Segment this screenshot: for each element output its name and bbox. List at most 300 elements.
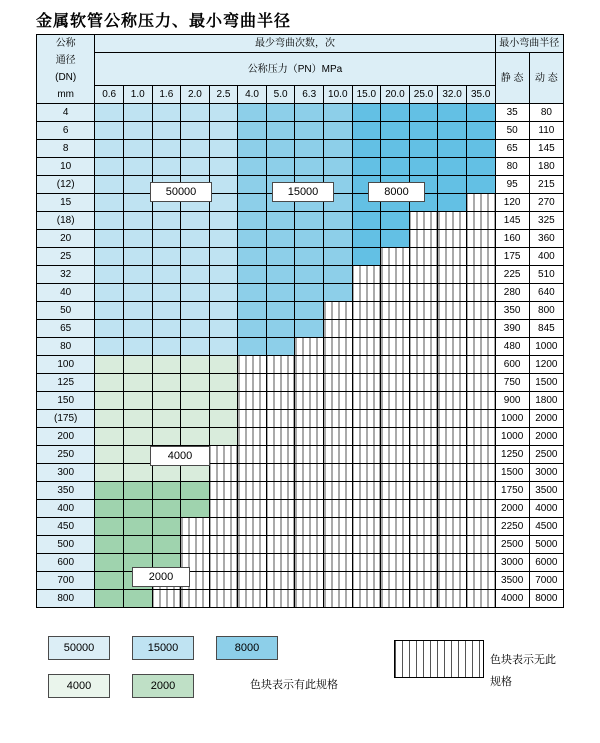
cell-dn25-pn1.0: [123, 248, 152, 266]
cell-dn800-pn25.0: [409, 590, 438, 608]
cell-dn800-pn2.0: [181, 590, 210, 608]
cell-dn4-pn1.6: [152, 104, 181, 122]
cell-dn(18)-pn2.0: [181, 212, 210, 230]
cell-dn200-pn6.3: [295, 428, 324, 446]
cell-dn50-pn5.0: [266, 302, 295, 320]
cell-dn65-pn2.5: [209, 320, 238, 338]
cell-dn450-pn1.6: [152, 518, 181, 536]
cell-dn150-pn1.0: [123, 392, 152, 410]
cell-dn450-pn4.0: [238, 518, 267, 536]
cell-dn300-pn2.0: [181, 464, 210, 482]
cell-dn4-pn35.0: [466, 104, 495, 122]
cell-dn100-pn0.6: [95, 356, 124, 374]
cell-dn(12)-pn2.5: [209, 176, 238, 194]
row-dynamic-radius: 8000: [529, 590, 563, 608]
row-dynamic-radius: 4000: [529, 500, 563, 518]
cell-dn6-pn25.0: [409, 122, 438, 140]
row-dynamic-radius: 2000: [529, 410, 563, 428]
cell-dn10-pn32.0: [438, 158, 467, 176]
cell-dn400-pn32.0: [438, 500, 467, 518]
cell-dn700-pn20.0: [381, 572, 410, 590]
cell-dn150-pn1.6: [152, 392, 181, 410]
table-row: [37, 158, 564, 176]
cell-dn80-pn2.5: [209, 338, 238, 356]
row-dynamic-radius: 5000: [529, 536, 563, 554]
cell-dn25-pn2.5: [209, 248, 238, 266]
cell-dn25-pn0.6: [95, 248, 124, 266]
cell-dn20-pn35.0: [466, 230, 495, 248]
cell-dn200-pn4.0: [238, 428, 267, 446]
cell-dn600-pn4.0: [238, 554, 267, 572]
cell-dn65-pn10.0: [324, 320, 353, 338]
cell-dn250-pn1.0: [123, 446, 152, 464]
table-row: [37, 572, 564, 590]
cell-dn250-pn15.0: [352, 446, 381, 464]
cell-dn600-pn10.0: [324, 554, 353, 572]
cell-dn450-pn1.0: [123, 518, 152, 536]
table-row: [37, 248, 564, 266]
legend-hatch-note: 色块表示无此规格: [490, 654, 556, 688]
row-dn-label: 250: [37, 446, 95, 464]
cell-dn(18)-pn2.5: [209, 212, 238, 230]
cell-dn80-pn1.0: [123, 338, 152, 356]
cell-dn65-pn4.0: [238, 320, 267, 338]
table-row: [37, 104, 564, 122]
cell-dn400-pn2.0: [181, 500, 210, 518]
cell-dn40-pn32.0: [438, 284, 467, 302]
cell-dn40-pn35.0: [466, 284, 495, 302]
cell-dn6-pn10.0: [324, 122, 353, 140]
cell-dn125-pn1.6: [152, 374, 181, 392]
cell-dn(175)-pn1.6: [152, 410, 181, 428]
legend-swatch-50000: 50000: [48, 636, 110, 660]
cell-dn6-pn6.3: [295, 122, 324, 140]
cell-dn600-pn35.0: [466, 554, 495, 572]
cell-dn250-pn2.5: [209, 446, 238, 464]
row-static-radius: 1500: [495, 464, 529, 482]
cell-dn600-pn5.0: [266, 554, 295, 572]
cell-dn200-pn20.0: [381, 428, 410, 446]
cell-dn80-pn10.0: [324, 338, 353, 356]
cell-dn20-pn6.3: [295, 230, 324, 248]
cell-dn800-pn15.0: [352, 590, 381, 608]
cell-dn65-pn2.0: [181, 320, 210, 338]
cell-dn8-pn2.5: [209, 140, 238, 158]
cell-dn450-pn20.0: [381, 518, 410, 536]
cell-dn50-pn15.0: [352, 302, 381, 320]
cell-dn40-pn25.0: [409, 284, 438, 302]
cell-dn32-pn35.0: [466, 266, 495, 284]
table-row: [37, 428, 564, 446]
row-dn-label: 40: [37, 284, 95, 302]
cell-dn4-pn20.0: [381, 104, 410, 122]
cell-dn25-pn32.0: [438, 248, 467, 266]
row-dn-label: 450: [37, 518, 95, 536]
cell-dn450-pn0.6: [95, 518, 124, 536]
header-static: 静 态: [495, 53, 529, 104]
cell-dn500-pn5.0: [266, 536, 295, 554]
header-pn-2.0: 2.0: [181, 86, 210, 104]
cell-dn250-pn0.6: [95, 446, 124, 464]
row-dynamic-radius: 3500: [529, 482, 563, 500]
cell-dn8-pn35.0: [466, 140, 495, 158]
cell-dn8-pn1.0: [123, 140, 152, 158]
cell-dn400-pn1.6: [152, 500, 181, 518]
table-row: [37, 500, 564, 518]
cell-dn10-pn20.0: [381, 158, 410, 176]
cell-dn32-pn32.0: [438, 266, 467, 284]
header-pn-2.5: 2.5: [209, 86, 238, 104]
cell-dn400-pn2.5: [209, 500, 238, 518]
cell-dn800-pn6.3: [295, 590, 324, 608]
cell-dn300-pn6.3: [295, 464, 324, 482]
table-row: [37, 284, 564, 302]
cell-dn80-pn0.6: [95, 338, 124, 356]
cell-dn8-pn0.6: [95, 140, 124, 158]
cell-dn125-pn2.0: [181, 374, 210, 392]
overlay-value-15000: 15000: [272, 182, 334, 202]
cell-dn200-pn25.0: [409, 428, 438, 446]
row-dynamic-radius: 640: [529, 284, 563, 302]
cell-dn450-pn32.0: [438, 518, 467, 536]
legend-swatch-2000: 2000: [132, 674, 194, 698]
cell-dn350-pn0.6: [95, 482, 124, 500]
row-dynamic-radius: 110: [529, 122, 563, 140]
cell-dn6-pn4.0: [238, 122, 267, 140]
cell-dn350-pn32.0: [438, 482, 467, 500]
cell-dn150-pn5.0: [266, 392, 295, 410]
cell-dn20-pn32.0: [438, 230, 467, 248]
cell-dn500-pn10.0: [324, 536, 353, 554]
row-static-radius: 1250: [495, 446, 529, 464]
cell-dn500-pn2.5: [209, 536, 238, 554]
header-pn-6.3: 6.3: [295, 86, 324, 104]
header-pn-0.6: 0.6: [95, 86, 124, 104]
cell-dn250-pn4.0: [238, 446, 267, 464]
row-dn-label: 32: [37, 266, 95, 284]
row-static-radius: 900: [495, 392, 529, 410]
spec-table: [36, 34, 564, 608]
cell-dn125-pn20.0: [381, 374, 410, 392]
cell-dn(18)-pn32.0: [438, 212, 467, 230]
cell-dn50-pn25.0: [409, 302, 438, 320]
cell-dn80-pn1.6: [152, 338, 181, 356]
cell-dn10-pn35.0: [466, 158, 495, 176]
header-dn-line4: mm: [57, 89, 75, 100]
cell-dn800-pn4.0: [238, 590, 267, 608]
cell-dn8-pn1.6: [152, 140, 181, 158]
cell-dn600-pn20.0: [381, 554, 410, 572]
cell-dn500-pn1.0: [123, 536, 152, 554]
cell-dn4-pn2.5: [209, 104, 238, 122]
row-static-radius: 35: [495, 104, 529, 122]
cell-dn700-pn10.0: [324, 572, 353, 590]
cell-dn500-pn0.6: [95, 536, 124, 554]
row-dn-label: 150: [37, 392, 95, 410]
cell-dn200-pn32.0: [438, 428, 467, 446]
header-pn-15.0: 15.0: [352, 86, 381, 104]
cell-dn20-pn25.0: [409, 230, 438, 248]
cell-dn125-pn6.3: [295, 374, 324, 392]
cell-dn400-pn25.0: [409, 500, 438, 518]
cell-dn300-pn0.6: [95, 464, 124, 482]
row-dynamic-radius: 270: [529, 194, 563, 212]
cell-dn300-pn32.0: [438, 464, 467, 482]
cell-dn700-pn5.0: [266, 572, 295, 590]
cell-dn400-pn20.0: [381, 500, 410, 518]
cell-dn700-pn6.3: [295, 572, 324, 590]
cell-dn700-pn15.0: [352, 572, 381, 590]
cell-dn65-pn1.0: [123, 320, 152, 338]
cell-dn40-pn2.0: [181, 284, 210, 302]
header-dynamic: 动 态: [529, 53, 563, 104]
cell-dn150-pn10.0: [324, 392, 353, 410]
cell-dn300-pn15.0: [352, 464, 381, 482]
cell-dn32-pn10.0: [324, 266, 353, 284]
cell-dn(175)-pn2.5: [209, 410, 238, 428]
row-dn-label: 300: [37, 464, 95, 482]
row-static-radius: 95: [495, 176, 529, 194]
cell-dn50-pn2.5: [209, 302, 238, 320]
cell-dn300-pn5.0: [266, 464, 295, 482]
table-row: [37, 140, 564, 158]
header-dn: [37, 35, 95, 104]
row-dn-label: (175): [37, 410, 95, 428]
cell-dn40-pn10.0: [324, 284, 353, 302]
overlay-value-4000: 4000: [150, 446, 210, 466]
cell-dn50-pn1.0: [123, 302, 152, 320]
cell-dn350-pn15.0: [352, 482, 381, 500]
header-dn-line1: 公称: [55, 38, 76, 49]
cell-dn6-pn20.0: [381, 122, 410, 140]
row-dn-label: 20: [37, 230, 95, 248]
row-static-radius: 600: [495, 356, 529, 374]
row-dynamic-radius: 215: [529, 176, 563, 194]
cell-dn300-pn10.0: [324, 464, 353, 482]
cell-dn350-pn10.0: [324, 482, 353, 500]
cell-dn450-pn2.5: [209, 518, 238, 536]
cell-dn400-pn10.0: [324, 500, 353, 518]
cell-dn40-pn5.0: [266, 284, 295, 302]
header-min-radius: 最小弯曲半径: [495, 35, 563, 53]
cell-dn4-pn25.0: [409, 104, 438, 122]
cell-dn20-pn0.6: [95, 230, 124, 248]
cell-dn150-pn15.0: [352, 392, 381, 410]
row-dn-label: 200: [37, 428, 95, 446]
row-dn-label: (18): [37, 212, 95, 230]
overlay-value-2000: 2000: [132, 567, 190, 587]
cell-dn32-pn2.0: [181, 266, 210, 284]
cell-dn600-pn25.0: [409, 554, 438, 572]
cell-dn200-pn0.6: [95, 428, 124, 446]
cell-dn700-pn2.5: [209, 572, 238, 590]
cell-dn10-pn6.3: [295, 158, 324, 176]
cell-dn(18)-pn5.0: [266, 212, 295, 230]
cell-dn600-pn6.3: [295, 554, 324, 572]
cell-dn15-pn35.0: [466, 194, 495, 212]
table-row: [37, 338, 564, 356]
cell-dn800-pn10.0: [324, 590, 353, 608]
cell-dn(175)-pn20.0: [381, 410, 410, 428]
cell-dn450-pn2.0: [181, 518, 210, 536]
cell-dn500-pn6.3: [295, 536, 324, 554]
table-row: [37, 446, 564, 464]
cell-dn15-pn0.6: [95, 194, 124, 212]
cell-dn100-pn1.0: [123, 356, 152, 374]
cell-dn125-pn15.0: [352, 374, 381, 392]
table-row: [37, 464, 564, 482]
cell-dn200-pn35.0: [466, 428, 495, 446]
cell-dn450-pn6.3: [295, 518, 324, 536]
overlay-value-50000: 50000: [150, 182, 212, 202]
row-dynamic-radius: 1500: [529, 374, 563, 392]
row-dn-label: 50: [37, 302, 95, 320]
cell-dn125-pn0.6: [95, 374, 124, 392]
row-dn-label: 4: [37, 104, 95, 122]
cell-dn40-pn0.6: [95, 284, 124, 302]
cell-dn80-pn4.0: [238, 338, 267, 356]
cell-dn300-pn1.6: [152, 464, 181, 482]
cell-dn(18)-pn35.0: [466, 212, 495, 230]
cell-dn(175)-pn32.0: [438, 410, 467, 428]
cell-dn450-pn25.0: [409, 518, 438, 536]
cell-dn80-pn2.0: [181, 338, 210, 356]
row-static-radius: 390: [495, 320, 529, 338]
cell-dn80-pn5.0: [266, 338, 295, 356]
row-static-radius: 145: [495, 212, 529, 230]
row-dn-label: 800: [37, 590, 95, 608]
cell-dn(18)-pn20.0: [381, 212, 410, 230]
cell-dn(12)-pn4.0: [238, 176, 267, 194]
cell-dn150-pn35.0: [466, 392, 495, 410]
cell-dn125-pn2.5: [209, 374, 238, 392]
table-row: [37, 554, 564, 572]
page-title: 金属软管公称压力、最小弯曲半径: [36, 13, 292, 30]
cell-dn600-pn15.0: [352, 554, 381, 572]
cell-dn(18)-pn15.0: [352, 212, 381, 230]
cell-dn350-pn6.3: [295, 482, 324, 500]
row-dn-label: 600: [37, 554, 95, 572]
row-dn-label: 10: [37, 158, 95, 176]
row-static-radius: 3000: [495, 554, 529, 572]
cell-dn65-pn0.6: [95, 320, 124, 338]
row-dynamic-radius: 2000: [529, 428, 563, 446]
table-row: [37, 536, 564, 554]
cell-dn350-pn2.5: [209, 482, 238, 500]
cell-dn65-pn1.6: [152, 320, 181, 338]
cell-dn700-pn0.6: [95, 572, 124, 590]
cell-dn100-pn4.0: [238, 356, 267, 374]
legend-swatch-4000: 4000: [48, 674, 110, 698]
cell-dn8-pn6.3: [295, 140, 324, 158]
cell-dn65-pn35.0: [466, 320, 495, 338]
cell-dn4-pn5.0: [266, 104, 295, 122]
cell-dn700-pn32.0: [438, 572, 467, 590]
cell-dn150-pn2.0: [181, 392, 210, 410]
cell-dn400-pn0.6: [95, 500, 124, 518]
table-row: [37, 482, 564, 500]
table-row: [37, 374, 564, 392]
row-dynamic-radius: 1800: [529, 392, 563, 410]
cell-dn4-pn0.6: [95, 104, 124, 122]
cell-dn8-pn15.0: [352, 140, 381, 158]
header-pn-32.0: 32.0: [438, 86, 467, 104]
row-dynamic-radius: 6000: [529, 554, 563, 572]
cell-dn20-pn1.0: [123, 230, 152, 248]
cell-dn40-pn2.5: [209, 284, 238, 302]
cell-dn6-pn0.6: [95, 122, 124, 140]
cell-dn(18)-pn6.3: [295, 212, 324, 230]
cell-dn500-pn25.0: [409, 536, 438, 554]
cell-dn250-pn20.0: [381, 446, 410, 464]
cell-dn4-pn10.0: [324, 104, 353, 122]
cell-dn400-pn4.0: [238, 500, 267, 518]
legend-swatch-15000: 15000: [132, 636, 194, 660]
cell-dn450-pn10.0: [324, 518, 353, 536]
row-dn-label: 125: [37, 374, 95, 392]
spec-table-container: [36, 34, 564, 608]
cell-dn100-pn2.5: [209, 356, 238, 374]
cell-dn50-pn0.6: [95, 302, 124, 320]
cell-dn8-pn32.0: [438, 140, 467, 158]
table-row: [37, 230, 564, 248]
row-static-radius: 280: [495, 284, 529, 302]
header-pn-10.0: 10.0: [324, 86, 353, 104]
cell-dn(18)-pn4.0: [238, 212, 267, 230]
legend-swatch-8000: 8000: [216, 636, 278, 660]
cell-dn150-pn20.0: [381, 392, 410, 410]
header-pn-35.0: 35.0: [466, 86, 495, 104]
cell-dn800-pn0.6: [95, 590, 124, 608]
cell-dn150-pn32.0: [438, 392, 467, 410]
cell-dn500-pn1.6: [152, 536, 181, 554]
row-dn-label: 6: [37, 122, 95, 140]
cell-dn(18)-pn1.0: [123, 212, 152, 230]
cell-dn20-pn5.0: [266, 230, 295, 248]
row-static-radius: 65: [495, 140, 529, 158]
table-header: [37, 35, 564, 104]
cell-dn6-pn15.0: [352, 122, 381, 140]
cell-dn40-pn15.0: [352, 284, 381, 302]
cell-dn200-pn2.5: [209, 428, 238, 446]
cell-dn350-pn35.0: [466, 482, 495, 500]
cell-dn150-pn4.0: [238, 392, 267, 410]
row-static-radius: 160: [495, 230, 529, 248]
cell-dn20-pn10.0: [324, 230, 353, 248]
cell-dn65-pn20.0: [381, 320, 410, 338]
cell-dn(18)-pn0.6: [95, 212, 124, 230]
cell-dn500-pn4.0: [238, 536, 267, 554]
row-dn-label: 65: [37, 320, 95, 338]
cell-dn50-pn6.3: [295, 302, 324, 320]
cell-dn6-pn1.6: [152, 122, 181, 140]
row-static-radius: 2250: [495, 518, 529, 536]
cell-dn32-pn2.5: [209, 266, 238, 284]
cell-dn350-pn1.6: [152, 482, 181, 500]
cell-dn10-pn2.0: [181, 158, 210, 176]
cell-dn300-pn4.0: [238, 464, 267, 482]
row-dynamic-radius: 845: [529, 320, 563, 338]
cell-dn(175)-pn6.3: [295, 410, 324, 428]
cell-dn500-pn20.0: [381, 536, 410, 554]
cell-dn8-pn20.0: [381, 140, 410, 158]
cell-dn80-pn15.0: [352, 338, 381, 356]
cell-dn(12)-pn35.0: [466, 176, 495, 194]
cell-dn8-pn10.0: [324, 140, 353, 158]
cell-dn250-pn32.0: [438, 446, 467, 464]
cell-dn100-pn35.0: [466, 356, 495, 374]
table-row: [37, 266, 564, 284]
